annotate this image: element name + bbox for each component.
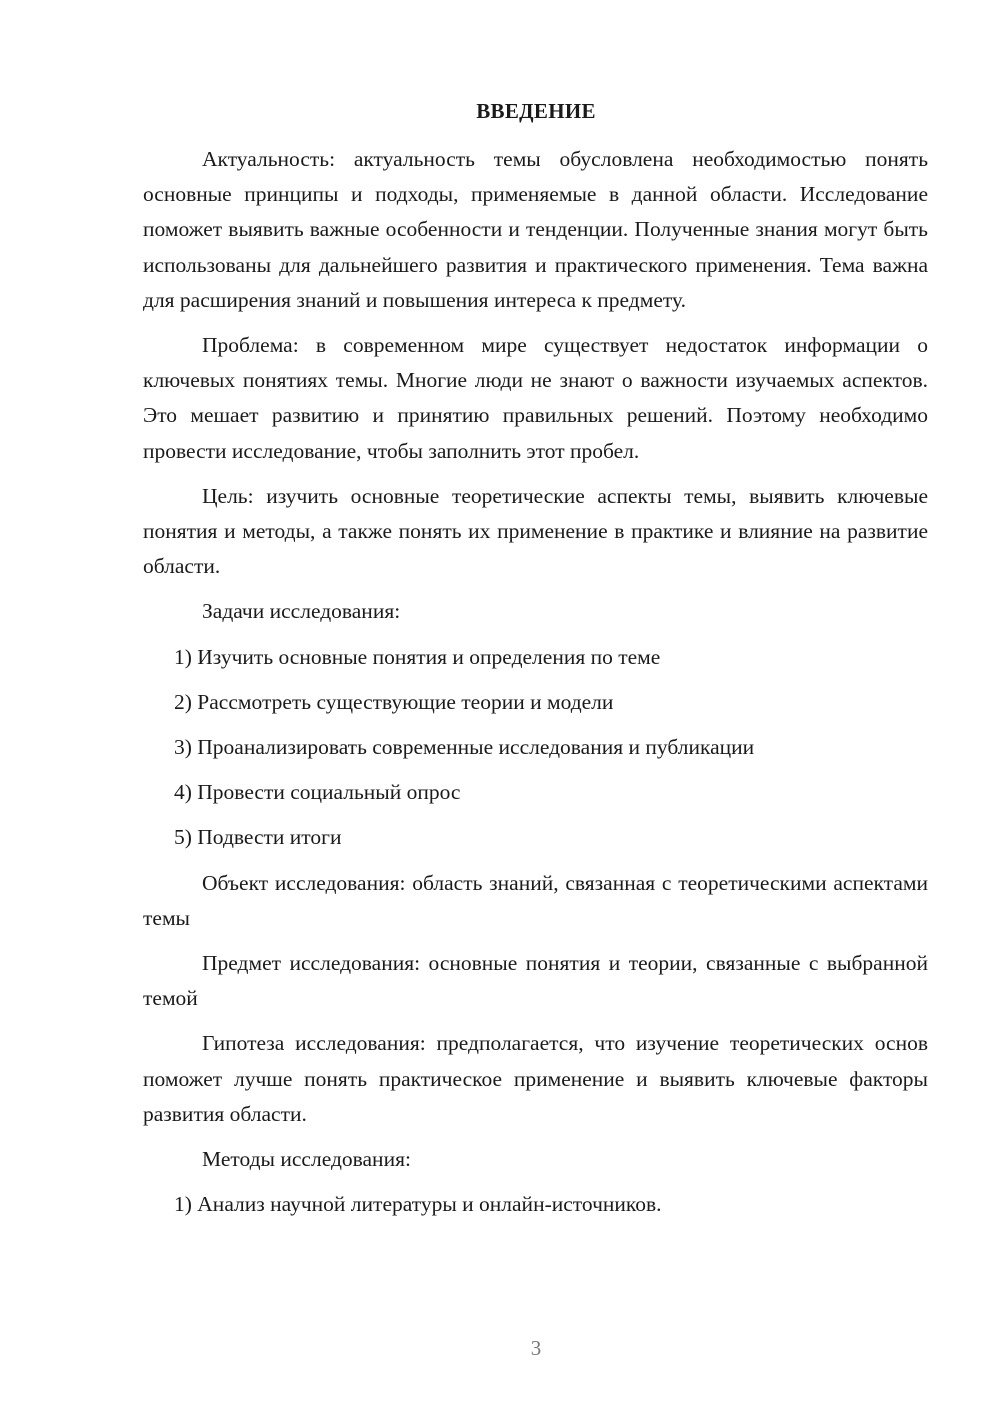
task-item: 1) Изучить основные понятия и определения по теме xyxy=(174,644,661,669)
document-body xyxy=(143,142,928,1232)
paragraph-problem: Проблема: в современном мире существует недостаток информации о ключевых понятиях темы. Многие люди не знают о важности изучаемых аспектов. Это мешает развитию и принятию правильных решений. Поэтому необходимо провести исследование, чтобы заполнить этот пробел. xyxy=(143,333,928,463)
paragraph-object: Объект исследования: область знаний, связанная с теоретическими аспектами темы xyxy=(143,870,928,930)
tasks-heading: Задачи исследования: xyxy=(202,599,401,624)
page-number: 3 xyxy=(530,1336,542,1360)
method-item: 1) Анализ научной литературы и онлайн-источников. xyxy=(174,1192,662,1217)
task-item: 2) Рассмотреть существующие теории и модели xyxy=(174,689,614,714)
paragraph-subject: Предмет исследования: основные понятия и теории, связанные с выбранной темой xyxy=(143,951,928,1011)
task-item: 3) Проанализировать современные исследования и публикации xyxy=(174,735,755,760)
page-title: ВВЕДЕНИЕ xyxy=(476,99,596,123)
paragraph-goal: Цель: изучить основные теоретические аспекты темы, выявить ключевые понятия и методы, а также понять их применение в практике и влияние на развитие области. xyxy=(143,483,928,579)
task-item: 5) Подвести итоги xyxy=(174,825,342,850)
paragraph-relevance: Актуальность: актуальность темы обусловлена необходимостью понять основные принципы и подходы, применяемые в данной области. Исследование поможет выявить важные особенности и тенденции. Полученные знания могут быть использованы для дальнейшего развития и практического применения. Тема важна для расширения знаний и повышения интереса к предмету. xyxy=(143,147,928,312)
methods-heading: Методы исследования: xyxy=(202,1147,411,1172)
paragraph-hypothesis: Гипотеза исследования: предполагается, что изучение теоретических основ поможет лучше понять практическое применение и выявить ключевые факторы развития области. xyxy=(143,1031,928,1126)
task-item: 4) Провести социальный опрос xyxy=(174,780,461,805)
